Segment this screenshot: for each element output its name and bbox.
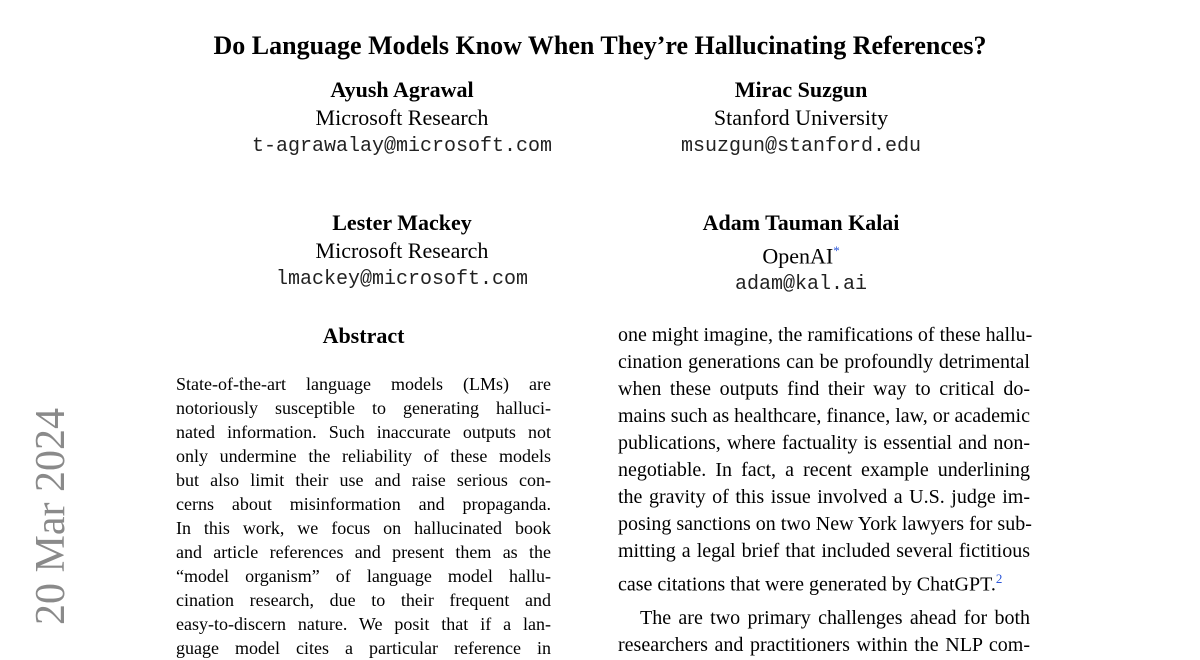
author-email[interactable]: lmackey@microsoft.com — [275, 268, 529, 291]
text-line: “model organism” of language model hallu- — [176, 566, 551, 586]
text-line: when these outputs find their way to critical do- — [618, 378, 1030, 400]
author-affiliation: Microsoft Research — [315, 105, 489, 130]
text-line: State-of-the-art language models (LMs) are — [176, 374, 551, 394]
text-line: mitting a legal brief that included several fictitious — [618, 540, 1030, 562]
author-name: Mirac Suzgun — [734, 77, 868, 102]
text-line: cerns about misinformation and propaganda. — [176, 494, 551, 514]
abstract-text — [176, 372, 551, 660]
text-line: only undermine the reliability of these models — [176, 446, 551, 466]
affiliation-footnote-link[interactable]: * — [833, 243, 840, 258]
author-email[interactable]: msuzgun@stanford.edu — [680, 135, 922, 158]
author-block — [591, 76, 1011, 162]
text-line: researchers and practitioners within the NLP com- — [618, 633, 1030, 656]
paper-title: Do Language Models Know When They’re Hallucinating References? — [213, 31, 987, 60]
text-line: and article references and present them as the — [176, 542, 551, 562]
author-email[interactable]: t-agrawalay@microsoft.com — [251, 135, 553, 158]
author-name: Adam Tauman Kalai — [702, 210, 900, 235]
text-line: cination research, due to their frequent and — [176, 590, 551, 610]
body-text-column — [618, 322, 1033, 659]
text-line: posing sanctions on two New York lawyers for sub- — [618, 513, 1032, 535]
text-line: one might imagine, the ramifications of these hallu- — [618, 324, 1033, 346]
author-block — [192, 209, 612, 295]
text-line: negotiable. In fact, a recent example underlining — [618, 459, 1030, 481]
author-email[interactable]: adam@kal.ai — [734, 273, 868, 297]
text-line: case citations that were generated by ChatGPT.$^2$ — [618, 571, 1003, 596]
text-line: mains such as healthcare, finance, law, or academic — [618, 405, 1030, 427]
author-block — [591, 209, 1011, 300]
footnote-link[interactable]: 2 — [995, 571, 1003, 586]
text-line: notoriously susceptible to generating halluci- — [176, 398, 551, 418]
body-paragraph — [618, 605, 1030, 659]
text-line: easy-to-discern nature. We posit that if a lan- — [176, 614, 551, 634]
text-line: guage model cites a particular reference in — [176, 638, 551, 658]
text-line: the gravity of this issue involved a U.S. judge im- — [618, 486, 1030, 508]
affiliation-text: OpenAI — [762, 243, 834, 269]
author-block — [192, 76, 612, 162]
text-line: but also limit their use and raise serious con- — [176, 470, 551, 490]
text-line: publications, where factuality is essential and non- — [618, 432, 1030, 454]
text-line: nated information. Such inaccurate outputs not — [176, 422, 551, 442]
author-name: Lester Mackey — [332, 210, 472, 235]
text-line: cination generations can be profoundly detrimental — [618, 351, 1030, 373]
text-line: The are two primary challenges ahead for both — [640, 606, 1030, 629]
abstract-heading: Abstract — [322, 323, 405, 348]
author-affiliation: Stanford University — [713, 105, 889, 130]
author-name: Ayush Agrawal — [330, 77, 474, 102]
text-line: In this work, we focus on hallucinated book — [176, 518, 551, 538]
body-paragraph — [618, 322, 1033, 599]
author-affiliation — [591, 237, 1011, 270]
author-affiliation: Microsoft Research — [315, 238, 489, 263]
arxiv-date-stamp: 20 Mar 2024 — [28, 408, 74, 625]
